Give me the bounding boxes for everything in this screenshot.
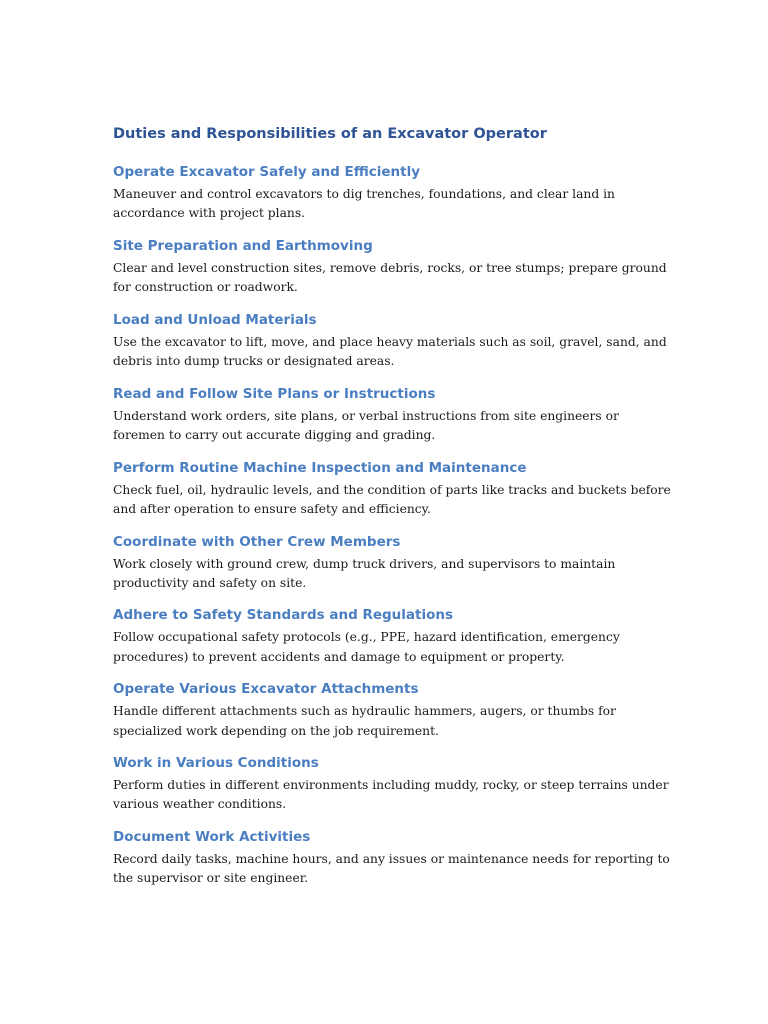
section-body: Follow occupational safety protocols (e.g., PPE, hazard identification, emergency procedures) to prevent accidents and damage to equipment or property. [113,630,620,664]
document-title: Duties and Responsibilities of an Excavator Operator [113,126,547,142]
section [113,459,673,519]
section-heading: Read and Follow Site Plans or Instructions [113,385,436,402]
section-heading: Operate Excavator Safely and Efficiently [113,164,421,180]
section-heading: Site Preparation and Earthmoving [113,237,373,254]
section [113,606,673,666]
section-body: Check fuel, oil, hydraulic levels, and the condition of parts like tracks and buckets before and after operation to ensure safety and efficiency. [113,482,671,516]
section-heading: Document Work Activities [113,829,311,846]
sections-list [113,163,673,902]
section-heading: Load and Unload Materials [113,311,317,328]
section-body: Handle different attachments such as hydraulic hammers, augers, or thumbs for specialized work depending on the job requirement. [113,704,616,738]
section-heading: Adhere to Safety Standards and Regulations [113,607,454,624]
section [113,385,673,445]
section-body: Understand work orders, site plans, or verbal instructions from site engineers or foremen to carry out accurate digging and grading. [113,408,619,442]
section-body: Clear and level construction sites, remove debris, rocks, or tree stumps; prepare ground for construction or roadwork. [113,260,667,295]
section-body: Use the excavator to lift, move, and place heavy materials such as soil, gravel, sand, and debris into dump trucks or designated areas. [113,334,667,369]
section [113,311,673,371]
section-heading: Operate Various Excavator Attachments [113,681,419,698]
section [113,163,673,223]
section [113,680,673,740]
section-body: Maneuver and control excavators to dig trenches, foundations, and clear land in accordance with project plans. [113,187,615,221]
section-heading: Coordinate with Other Crew Members [113,533,401,550]
section-heading: Work in Various Conditions [113,755,319,772]
section [113,533,673,593]
section [113,237,673,297]
section-body: Work closely with ground crew, dump truck drivers, and supervisors to maintain productivity and safety on site. [113,556,616,590]
section [113,754,673,814]
section-body: Perform duties in different environments including muddy, rocky, or steep terrains under various weather conditions. [113,778,669,812]
section [113,828,673,888]
section-heading: Perform Routine Machine Inspection and Maintenance [113,459,527,476]
section-body: Record daily tasks, machine hours, and any issues or maintenance needs for reporting to the supervisor or site engineer. [113,852,670,886]
